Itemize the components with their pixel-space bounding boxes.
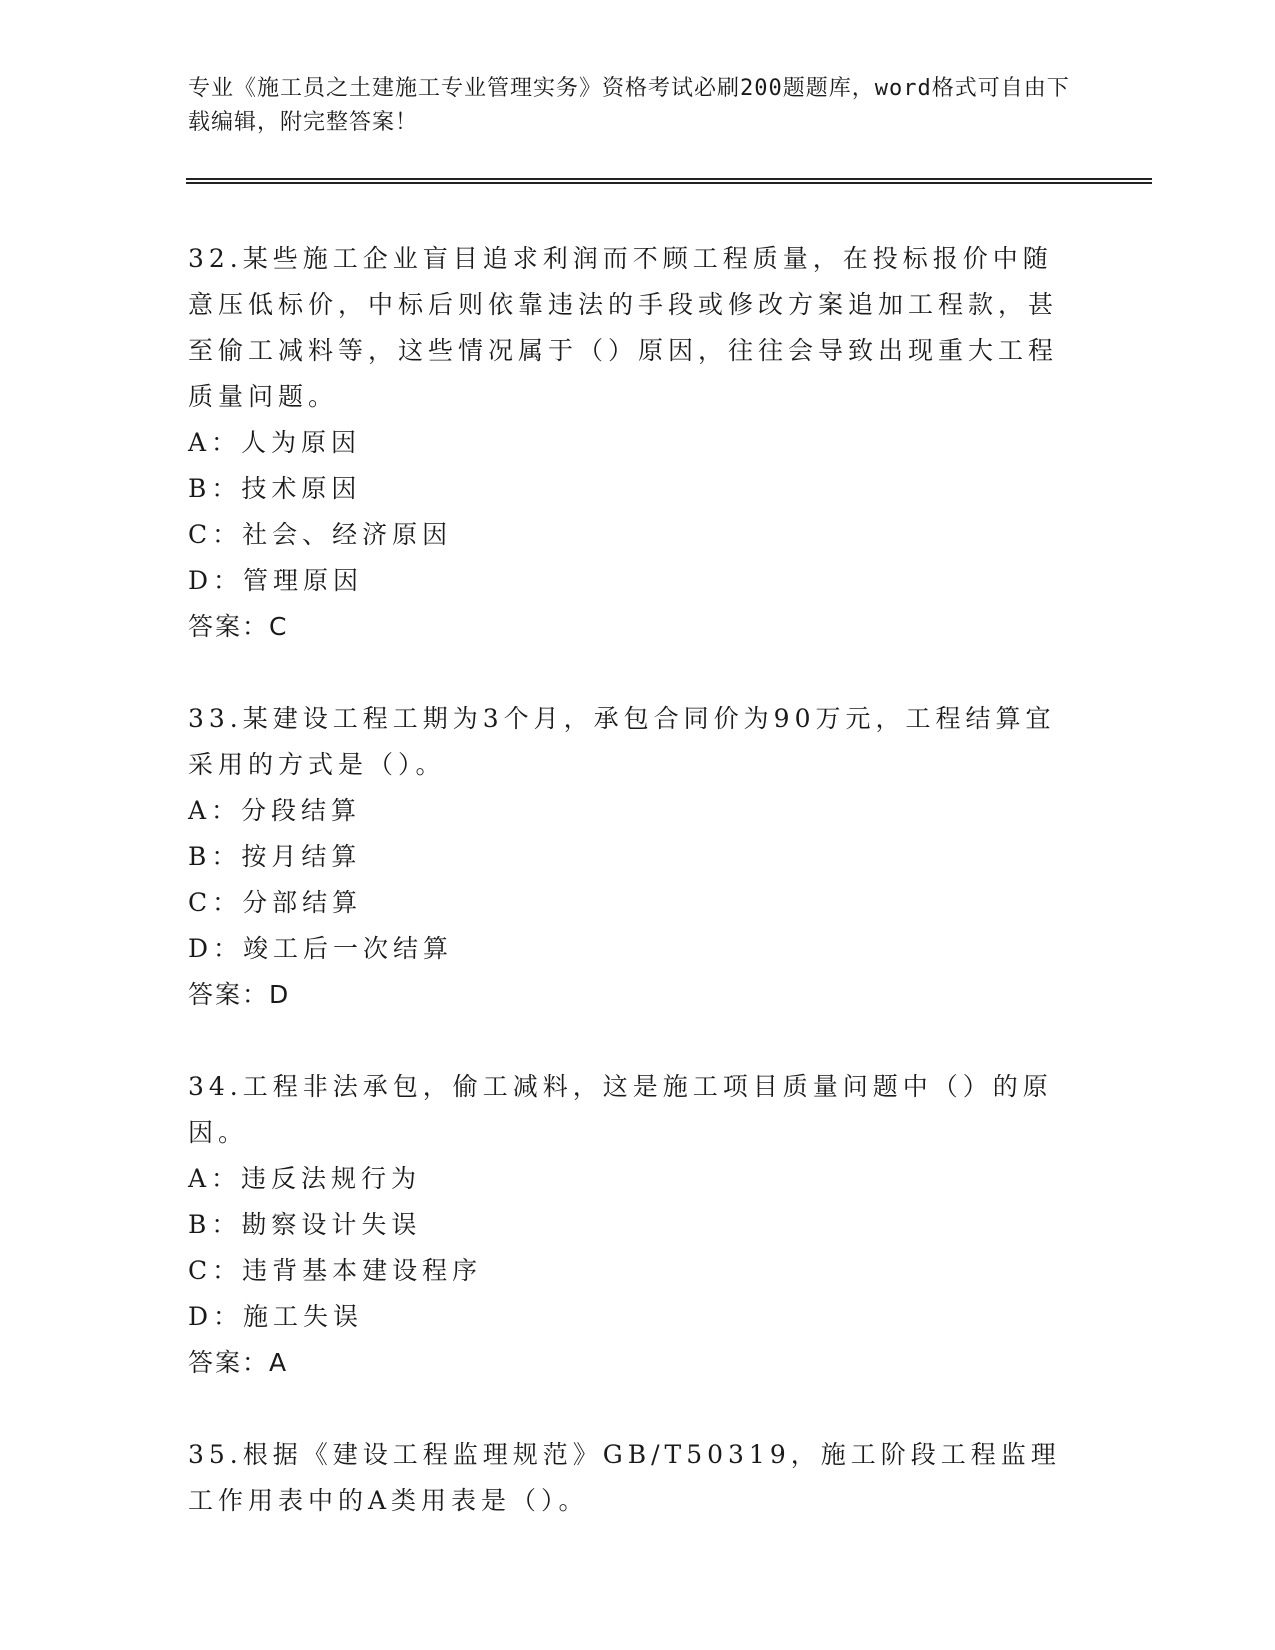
option-list [188, 1156, 1068, 1340]
question-35 [188, 1432, 1068, 1524]
question-stem: 32.某些施工企业盲目追求利润而不顾工程质量，在投标报价中随意压低标价，中标后则依靠违法的手段或修改方案追加工程款，甚至偷工减料等，这些情况属于（）原因，往往会导致出现重大工程质量问题。 [188, 244, 1059, 411]
option-c: C：分部结算 [188, 888, 363, 917]
option-c: C：违背基本建设程序 [188, 1256, 483, 1285]
option-b: B：技术原因 [188, 474, 362, 503]
header-divider [186, 178, 1152, 184]
option-a: A：人为原因 [188, 428, 362, 457]
option-a: A：分段结算 [188, 796, 362, 825]
question-stem: 33.某建设工程工期为3个月，承包合同价为90万元，工程结算宜采用的方式是（）。 [188, 704, 1056, 779]
option-list [188, 788, 1068, 972]
option-c: C：社会、经济原因 [188, 520, 453, 549]
question-34 [188, 1064, 1068, 1386]
question-stem: 35.根据《建设工程监理规范》GB/T50319，施工阶段工程监理工作用表中的A类用表是（）。 [188, 1440, 1061, 1515]
option-b: B：按月结算 [188, 842, 362, 871]
option-d: D：管理原因 [188, 566, 364, 595]
answer: 答案：D [188, 980, 291, 1009]
option-d: D：竣工后一次结算 [188, 934, 454, 963]
question-stem: 34.工程非法承包，偷工减料，这是施工项目质量问题中（）的原因。 [188, 1072, 1053, 1147]
answer: 答案：A [188, 1348, 289, 1377]
question-list [188, 236, 1068, 1570]
option-d: D：施工失误 [188, 1302, 364, 1331]
question-32 [188, 236, 1068, 650]
question-33 [188, 696, 1068, 1018]
option-list [188, 420, 1068, 604]
answer: 答案：C [188, 612, 289, 641]
option-a: A：违反法规行为 [188, 1164, 422, 1193]
page-header: 专业《施工员之土建施工专业管理实务》资格考试必刷200题题库，word格式可自由下载编辑，附完整答案！ [188, 76, 1070, 135]
option-b: B：勘察设计失误 [188, 1210, 422, 1239]
